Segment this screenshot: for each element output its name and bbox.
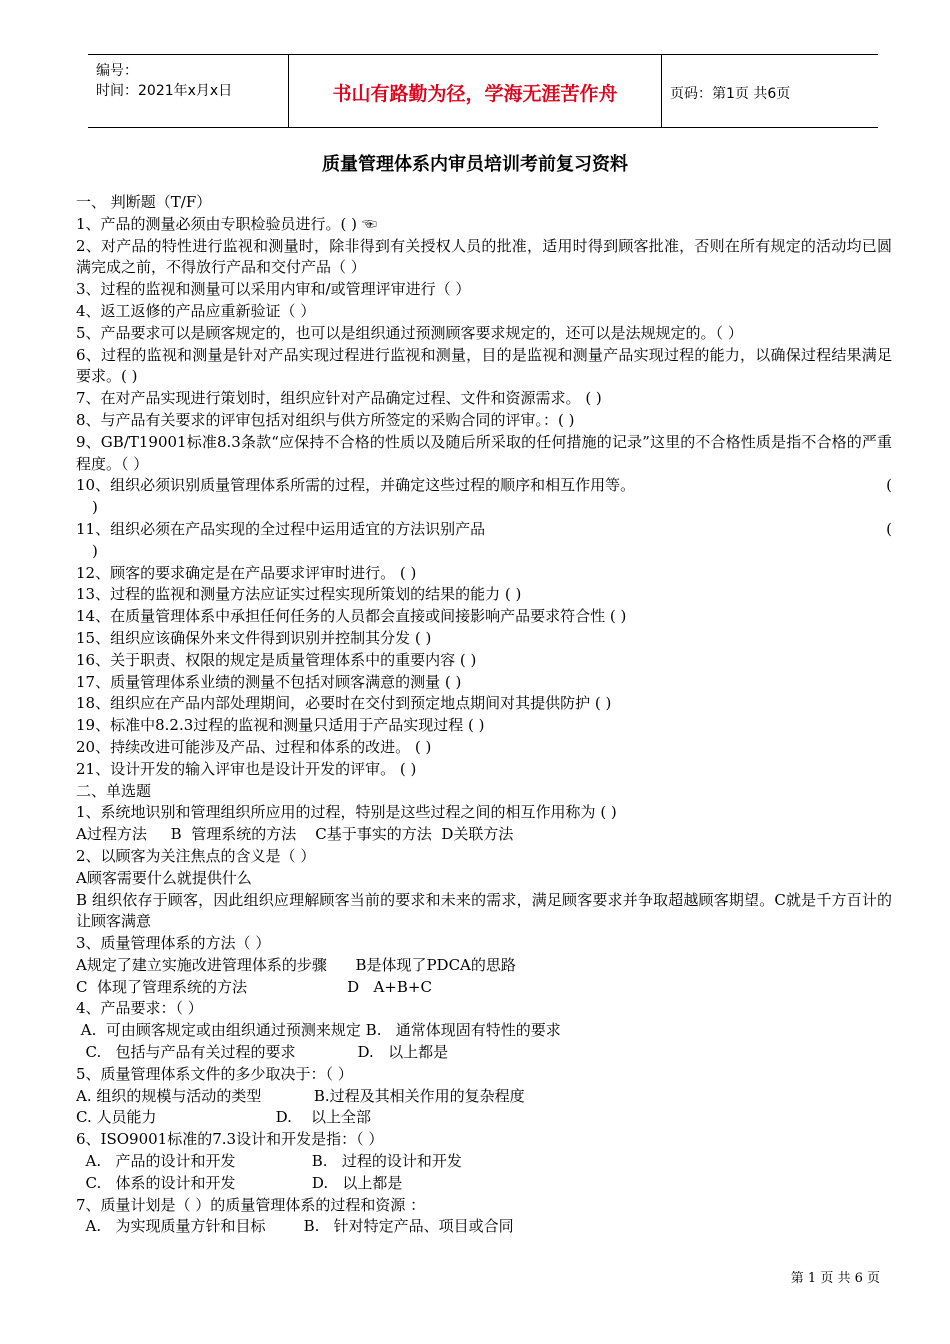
answer-paren-close: ) [92,541,98,560]
question-line: 2、以顾客为关注焦点的含义是（ ） [76,846,316,865]
question-line: 13、过程的监视和测量方法应证实过程实现所策划的结果的能力 ( ) [76,585,522,604]
question-line: 15、组织应该确保外来文件得到识别并控制其分发 ( ) [76,628,432,647]
option-line: C. 体系的设计和开发 D. 以上都是 [76,1173,403,1192]
option-line: A. 可由顾客规定或由组织通过预测来规定 B. 通常体现固有特性的要求 [76,1021,561,1040]
header-motto: 书山有路勤为径，学海无涯苦作舟 [332,83,618,105]
section-heading: 一、 判断题（T/F） [76,193,212,211]
document-time-label: 时间：2021年x月x日 [96,83,233,99]
question-line: 14、在质量管理体系中承担任何任务的人员都会直接或间接影响产品要求符合性 ( ) [76,607,627,626]
question-line: 4、返工返修的产品应重新验证（ ） [76,301,316,320]
question-line: 21、设计开发的输入评审也是设计开发的评审。 ( ) [76,759,417,778]
question-line: 6、过程的监视和测量是针对产品实现过程进行监视和测量，目的是监视和测量产品实现过程的能力，以确保过程结果满足要求。( ) [76,345,892,386]
question-line: 11、组织必须在产品实现的全过程中运用适宜的方法识别产品 ( [76,519,892,541]
answer-paren-close: ) [92,498,98,517]
question-line: 3、过程的监视和测量可以采用内审和/或管理评审进行（ ） [76,280,471,299]
question-line: 2、对产品的特性进行监视和测量时，除非得到有关授权人员的批准，适用时得到顾客批准，否则在所有规定的活动均已圆满完成之前，不得放行产品和交付产品（ ） [76,236,892,277]
document-title: 质量管理体系内审员培训考前复习资料 [322,154,628,175]
option-line: B 组织依存于顾客，因此组织应理解顾客当前的要求和未来的需求，满足顾客要求并争取超越顾客期望。C就是千方百计的让顾客满意 [76,890,892,931]
question-line: 12、顾客的要求确定是在产品要求评审时进行。 ( ) [76,563,417,582]
question-line: 5、质量管理体系文件的多少取决于：（ ） [76,1064,353,1083]
hand-pointer-icon: ☜ [361,214,377,233]
option-line: A. 组织的规模与活动的类型 B.过程及其相关作用的复杂程度 [76,1086,525,1105]
question-line: 1、产品的测量必须由专职检验员进行。( ) ☜ [76,214,377,233]
question-line: 3、质量管理体系的方法（ ） [76,934,271,953]
answer-paren-open: ( [886,519,892,538]
question-line: 20、持续改进可能涉及产品、过程和体系的改进。 ( ) [76,737,432,756]
question-line: 10、组织必须识别质量管理体系所需的过程，并确定这些过程的顺序和相互作用等。 ( [76,475,892,497]
option-line: A顾客需要什么就提供什么 [76,868,252,887]
question-line: 17、质量管理体系业绩的测量不包括对顾客满意的测量 ( ) [76,672,462,691]
question-line: 5、产品要求可以是顾客规定的，也可以是组织通过预测顾客要求规定的，还可以是法规规定的。（ ） [76,323,743,342]
option-line: A. 为实现质量方针和目标 B. 针对特定产品、项目或合同 [76,1217,514,1236]
page-footer: 第 1 页 共 6 页 [790,1271,880,1286]
option-line: A. 产品的设计和开发 B. 过程的设计和开发 [76,1152,462,1171]
option-line: A过程方法 B 管理系统的方法 C基于事实的方法 D关联方法 [76,825,514,844]
question-line: 1、系统地识别和管理组织所应用的过程，特别是这些过程之间的相互作用称为 ( ) [76,803,617,822]
header-divider [661,55,662,127]
document-number-label: 编号： [96,63,138,79]
question-line: 4、产品要求：（ ） [76,999,203,1018]
document-body [76,192,892,1238]
question-line: 7、质量计划是（ ）的质量管理体系的过程和资源 ： [76,1195,426,1214]
option-line: C. 人员能力 D. 以上全部 [76,1108,372,1127]
question-line: 16、关于职责、权限的规定是质量管理体系中的重要内容 ( ) [76,650,477,669]
question-line: 6、ISO9001标准的7.3设计和开发是指：（ ） [76,1130,384,1149]
header-meta [96,61,286,101]
option-line: A规定了建立实施改进管理体系的步骤 B是体现了PDCA的思路 [76,955,516,974]
page-header [88,54,878,128]
question-line: 18、组织应在产品内部处理期间，必要时在交付到预定地点期间对其提供防护 ( ) [76,694,612,713]
header-page-number: 页码：第1页 共6页 [670,86,791,102]
question-line: 8、与产品有关要求的评审包括对组织与供方所签定的采购合同的评审。：( ) [76,410,575,429]
option-line: C. 包括与产品有关过程的要求 D. 以上都是 [76,1043,449,1062]
answer-paren-open: ( [886,476,892,495]
option-line: C 体现了管理系统的方法 D A+B+C [76,977,432,996]
section-heading: 二、单选题 [76,781,152,800]
question-line: 19、标准中8.2.3过程的监视和测量只适用于产品实现过程 ( ) [76,716,485,735]
question-line: 7、在对产品实现进行策划时，组织应针对产品确定过程、文件和资源需求。 ( ) [76,389,602,408]
question-line: 9、GB/T19001标准8.3条款“应保持不合格的性质以及随后所采取的任何措施的记录”这里的不合格性质是指不合格的严重程度。（ ） [76,432,892,473]
